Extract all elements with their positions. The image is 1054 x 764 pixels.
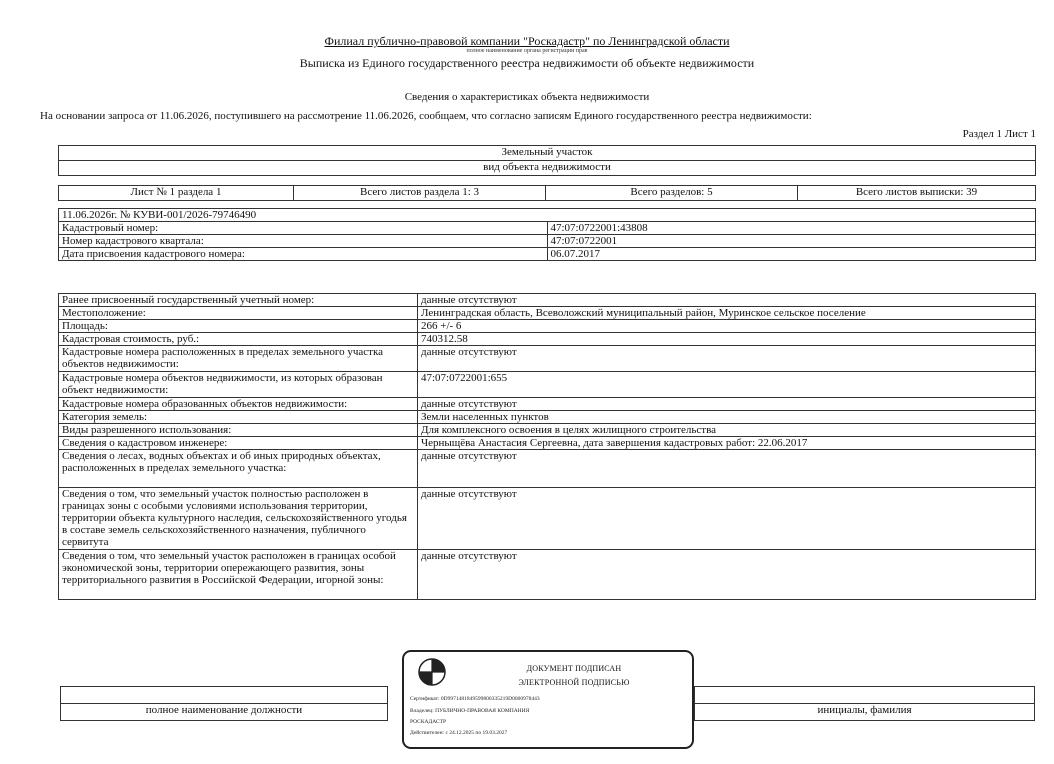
object-type-caption: вид объекта недвижимости — [59, 161, 1036, 176]
table-row — [59, 320, 1036, 333]
name-field — [695, 687, 1035, 704]
org-name — [0, 34, 1054, 49]
stamp-title-line2: ЭЛЕКТРОННОЙ ПОДПИСЬЮ — [518, 678, 630, 687]
table-row — [59, 372, 1036, 398]
stamp-title-line1: ДОКУМЕНТ ПОДПИСАН — [526, 664, 622, 673]
table-row — [59, 424, 1036, 437]
table-row — [59, 488, 1036, 550]
row-label: Номер кадастрового квартала: — [59, 235, 548, 248]
row-label: Кадастровая стоимость, руб.: — [59, 333, 418, 346]
position-caption: полное наименование должности — [61, 704, 388, 721]
row-value: Ленинградская область, Всеволожский муниципальный район, Муринское сельское поселение — [418, 307, 1036, 320]
row-value: 740312.58 — [418, 333, 1036, 346]
electronic-signature-stamp — [402, 650, 694, 749]
table-row — [59, 294, 1036, 307]
total-section-sheets: Всего листов раздела 1: 3 — [294, 186, 546, 201]
table-row — [59, 550, 1036, 600]
total-extract-sheets: Всего листов выписки: 39 — [798, 186, 1036, 201]
row-label: Кадастровые номера объектов недвижимости, из которых образован объект недвижимости: — [59, 372, 418, 398]
sheet-of-section: Лист № 1 раздела 1 — [59, 186, 294, 201]
row-label: Сведения о том, что земельный участок полностью расположен в границах зоны с особыми условиями использования территории, территории объекта культурного наследия, сельскохозяйственного угодья в составе земель сельскохозяйственного назначения, публичного сервитута — [59, 488, 418, 550]
row-value: данные отсутствуют — [418, 550, 1036, 600]
stamp-title — [474, 662, 674, 690]
table-row — [59, 235, 1036, 248]
row-label: Сведения о лесах, водных объектах и об иных природных объектах, расположенных в пределах земельного участка: — [59, 450, 418, 488]
table-row — [59, 248, 1036, 261]
name-caption: инициалы, фамилия — [695, 704, 1035, 721]
table-row — [59, 307, 1036, 320]
row-value: 47:07:0722001:655 — [418, 372, 1036, 398]
row-label: Дата присвоения кадастрового номера: — [59, 248, 548, 261]
row-label: Виды разрешенного использования: — [59, 424, 418, 437]
row-label: Сведения о том, что земельный участок расположен в границах особой экономической зоны, территории опережающего развития, зоны территориального развития в Российской Федерации, игорной зоны: — [59, 550, 418, 600]
row-label: Кадастровые номера образованных объектов недвижимости: — [59, 398, 418, 411]
row-label: Площадь: — [59, 320, 418, 333]
row-label: Категория земель: — [59, 411, 418, 424]
row-value: 47:07:0722001:43808 — [547, 222, 1036, 235]
table-row — [59, 346, 1036, 372]
row-label: Сведения о кадастровом инженере: — [59, 437, 418, 450]
row-value: данные отсутствуют — [418, 294, 1036, 307]
table-row — [59, 450, 1036, 488]
org-caption: полное наименование органа регистрации прав — [466, 48, 588, 54]
sheets-info-table — [58, 185, 1036, 201]
section-title: Сведения о характеристиках объекта недвижимости — [404, 91, 650, 103]
row-value: данные отсутствуют — [418, 488, 1036, 550]
basis-text: На основании запроса от 11.06.2026, поступившего на рассмотрение 11.06.2026, сообщаем, что согласно записям Единого государственного реестра недвижимости: — [40, 110, 812, 122]
sheet-label: Раздел 1 Лист 1 — [962, 128, 1036, 140]
stamp-certificate: Сертификат: 0D9971481849599800335219D0000978443 — [410, 696, 540, 702]
table-row — [59, 333, 1036, 346]
row-value: Земли населенных пунктов — [418, 411, 1036, 424]
request-number: 11.06.2026г. № КУВИ-001/2026-79746490 — [59, 209, 1036, 222]
row-value: данные отсутствуют — [418, 450, 1036, 488]
row-value: Для комплексного освоения в целях жилищного строительства — [418, 424, 1036, 437]
stamp-owner-line2: РОСКАДАСТР — [410, 719, 447, 725]
row-value: Черныщёва Анастасия Сергеевна, дата завершения кадастровых работ: 22.06.2017 — [418, 437, 1036, 450]
table-row — [59, 398, 1036, 411]
total-sections: Всего разделов: 5 — [546, 186, 798, 201]
object-type-table — [58, 145, 1036, 176]
row-value: 06.07.2017 — [547, 248, 1036, 261]
stamp-validity: Действителен: с 24.12.2025 по 19.03.2027 — [410, 730, 508, 736]
stamp-owner-line1: Владелец: ПУБЛИЧНО-ПРАВОВАЯ КОМПАНИЯ — [410, 708, 530, 714]
row-value: данные отсутствуют — [418, 398, 1036, 411]
document-title: Выписка из Единого государственного реестра недвижимости об объекте недвижимости — [299, 56, 755, 70]
row-label: Ранее присвоенный государственный учетный номер: — [59, 294, 418, 307]
object-type: Земельный участок — [59, 146, 1036, 161]
row-label: Кадастровые номера расположенных в пределах земельного участка объектов недвижимости: — [59, 346, 418, 372]
row-label: Кадастровый номер: — [59, 222, 548, 235]
table-row — [59, 437, 1036, 450]
table-row — [59, 222, 1036, 235]
emblem-icon — [418, 658, 446, 686]
main-info-table — [58, 208, 1036, 261]
row-label: Местоположение: — [59, 307, 418, 320]
row-value: 47:07:0722001 — [547, 235, 1036, 248]
table-row — [59, 411, 1036, 424]
row-value: данные отсутствуют — [418, 346, 1036, 372]
position-field — [61, 687, 388, 704]
row-value: 266 +/- 6 — [418, 320, 1036, 333]
org-name-text: Филиал публично-правовой компании "Роскадастр" по Ленинградской области — [324, 34, 730, 48]
details-table — [58, 293, 1036, 600]
